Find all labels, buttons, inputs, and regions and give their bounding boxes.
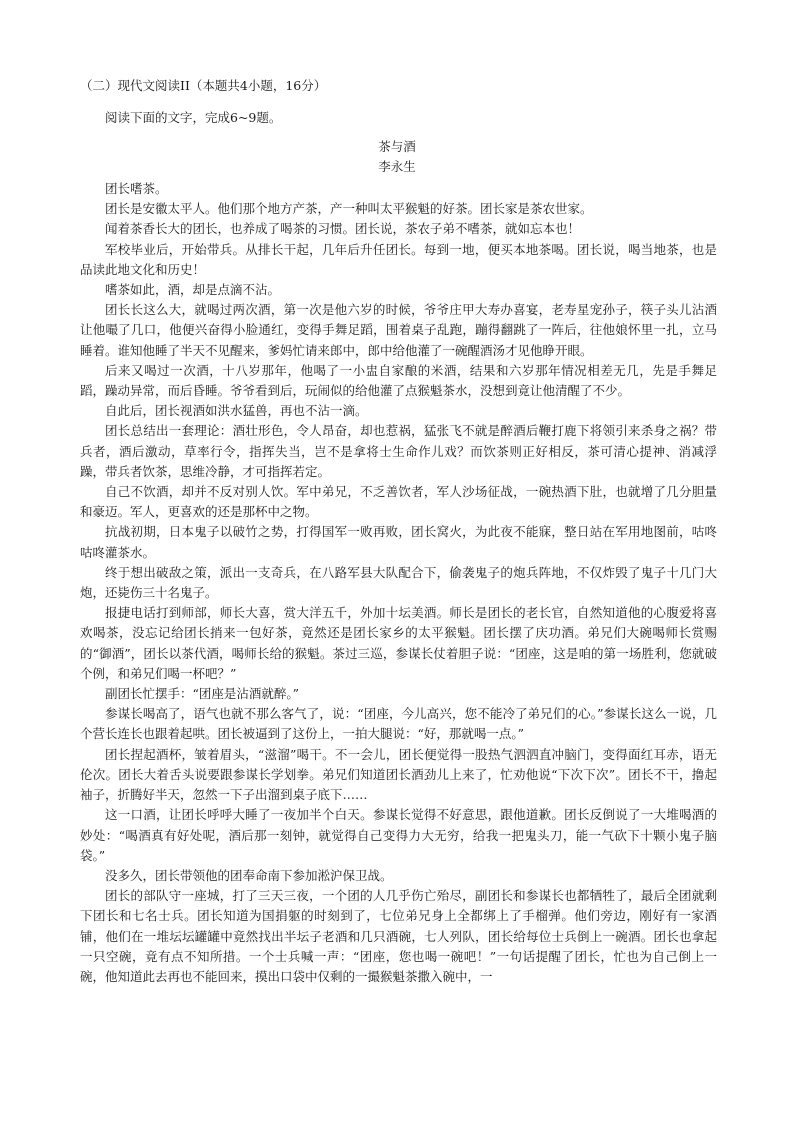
paragraph: 自此后，团长视酒如洪水猛兽，再也不沾一滴。 [105,403,368,419]
article-body [80,179,717,987]
reading-instruction: 阅读下面的文字，完成6~9题。 [105,110,282,125]
paragraph: 抗战初期，日本鬼子以破竹之势，打得国军一败再败，团长窝火，为此夜不能寐，整日站在军用地图前，咕咚咕咚灌茶水。 [80,524,717,560]
paragraph: 这一口酒，让团长呼呼大睡了一夜加半个白天。参谋长觉得不好意思，跟他道歉。团长反倒说了一大堆喝酒的妙处：“喝酒真有好处呢，酒后那一刻钟，就觉得自己变得力大无穷，给我一把鬼头刀，能一气砍下十颗小鬼子脑袋。” [80,807,717,863]
paragraph: 终于想出破敌之策，派出一支奇兵，在八路军县大队配合下，偷袭鬼子的炮兵阵地，不仅炸毁了鬼子十几门大炮，还毙伤三十名鬼子。 [80,564,717,601]
paragraph: 副团长忙摆手：“团座是沾酒就醉。” [105,686,300,702]
paragraph: 军校毕业后，开始带兵。从排长干起，几年后升任团长。每到一地，便买本地茶喝。团长说，喝当地茶，也是品读此地文化和历史！ [80,241,717,277]
paragraph: 团长长这么大，就喝过两次酒，第一次是他六岁的时候，爷爷庄甲大寿办喜宴，老寿星宠孙子，筷子头儿沾酒让他嘬了几口，他便兴奋得小脸通红，变得手舞足蹈，围着桌子乱跑，蹦得翻跳了一阵后，往他娘怀里一扎，立马睡着。谁知他睡了半天不见醒来，爹妈忙请来郎中，郎中给他灌了一碗醒酒汤才见他睁开眼。 [80,302,717,358]
paragraph: 团长的部队守一座城，打了三天三夜，一个团的人几乎伤亡殆尽，副团长和参谋长也都牺牲了，最后全团就剩下团长和七名士兵。团长知道为国捐躯的时刻到了，七位弟兄身上全都绑上了手榴弹。他们旁边，刚好有一家酒铺，他们在一堆坛坛罐罐中竟然找出半坛子老酒和几只酒碗，七人列队，团长给每位士兵倒上一碗酒。团长也拿起一只空碗，竟有点不知所措。一个士兵喊一声：“团座，您也喝一碗吧！”一句话提醒了团长，忙也为自己倒上一碗，他知道此去再也不能回来，摸出口袋中仅剩的一撮猴魁茶撒入碗中，一 [80,888,717,984]
article-author: 李永生 [378,159,416,174]
section-heading: （二）现代文阅读II（本题共4小题，16分） [80,78,327,93]
paragraph: 报捷电话打到师部，师长大喜，赏大洋五千，外加十坛美酒。师长是团长的老长官，自然知道他的心腹爱将喜欢喝茶，没忘记给团长捎来一包好茶，竟然还是团长家乡的太平猴魁。团长摆了庆功酒。弟兄们大碗喝师长赏赐的“御酒”，团长以茶代酒，喝师长给的猴魁。茶过三巡，参谋长仗着胆子说：“团座，这是咱的第一场胜利，您就破个例，和弟兄们喝一杯吧？” [80,605,717,681]
paragraph: 没多久，团长带领他的团奉命南下参加淞沪保卫战。 [105,867,393,883]
paragraph: 参谋长喝高了，语气也就不那么客气了，说：“团座，今儿高兴，您不能冷了弟兄们的心。”参谋长这么一说，几个营长连长也跟着起哄。团长被逼到了这份上，一拍大腿说：“好，那就喝一点。” [80,706,717,742]
article-title: 茶与酒 [378,139,416,154]
paragraph: 嗜茶如此，酒，却是点滴不沾。 [105,282,281,298]
paragraph: 团长总结出一套理论：酒壮形色，令人昂奋，却也惹祸，猛张飞不就是醉酒后鞭打鹿下将领引来杀身之祸？带兵者，酒后激动，草率行令，指挥失当，岂不是拿将士生命作儿戏？而饮茶则正好相反，茶可清心提神、消减浮躁，带兵者饮茶，思维冷静，才可指挥若定。 [80,423,717,479]
paragraph: 团长是安徽太平人。他们那个地方产茶，产一种叫太平猴魁的好茶。团长家是茶农世家。 [105,201,593,217]
paragraph: 闻着茶香长大的团长，也养成了喝茶的习惯。团长说，茶农子弟不嗜茶，就如忘本也！ [105,221,581,237]
paragraph: 后来又喝过一次酒，十八岁那年，他喝了一小盅自家酿的米酒，结果和六岁那年情况相差无几，先是手舞足蹈，躁动异常，而后昏睡。爷爷看到后，玩闹似的给他灌了点猴魁茶水，没想到竟让他清醒了不少。 [80,362,717,399]
paragraph: 自己不饮酒，却并不反对别人饮。军中弟兄，不乏善饮者，军人沙场征战，一碗热酒下肚，也就增了几分胆量和豪迈。军人，更喜欢的还是那杯中之物。 [80,484,717,520]
paragraph: 团长捏起酒杯，皱着眉头，“滋溜”喝干。不一会儿，团长便觉得一股热气泗泗直冲脑门，变得面红耳赤，语无伦次。团长大着舌头说要跟参谋长学划拳。弟兄们知道团长酒劲儿上来了，忙劝他说“下次下次”。团长不干，撸起袖子，折腾好半天，忽然一下子出溜到桌子底下…… [80,746,717,803]
paragraph: 团长嗜茶。 [105,181,168,196]
